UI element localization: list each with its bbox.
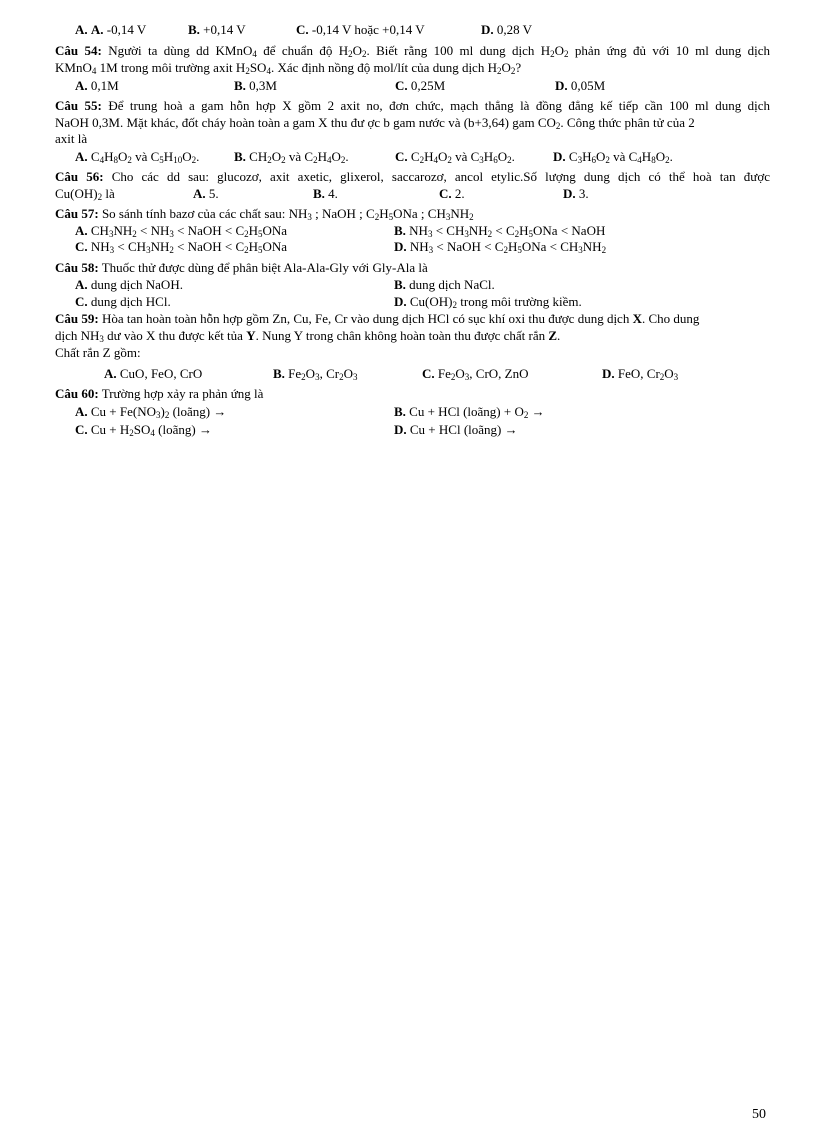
- q60-label: Câu 60:: [55, 386, 99, 401]
- q56-stem-line1: Câu 56: Cho các dd sau: glucozơ, axit axetic, glixerol, saccarozơ, ancol etylic.Số lượng dung dịch có thể hoà tan được: [55, 169, 770, 184]
- q60-option-c: C. $Cu + H_2SO_4$ (loãng) →: [75, 422, 212, 438]
- q54-label: Câu 54:: [55, 43, 102, 58]
- q59-stem-line1: Câu 59: Hòa tan hoàn toàn hỗn hợp gồm Zn, Cu, Fe, Cr vào dung dịch HCl có sục khí oxi thu được dung dịch X. Cho dung: [55, 311, 700, 326]
- q55-stem-line2: NaOH 0,3M. Mặt khác, đốt cháy hoàn toàn a gam X thu đư ợc b gam nước và (b+3,64) gam $CO_2$. Công thức phân tử của 2: [55, 115, 695, 131]
- q59-option-b: B. $Fe_2O_3$, $Cr_2O_3$: [273, 366, 358, 382]
- q59-stem-line3: Chất rắn Z gồm:: [55, 345, 141, 360]
- q58-option-c: C. dung dịch HCl.: [75, 294, 171, 309]
- q60-option-a: A. $Cu + Fe(NO_3)_2$ (loãng) →: [75, 404, 227, 420]
- q58-option-a: A. dung dịch NaOH.: [75, 277, 183, 292]
- q59-option-d: D. FeO, $Cr_2O_3$: [602, 366, 679, 382]
- q53-option-a: A. A. -0,14 V: [75, 22, 147, 37]
- q53-option-c: C. -0,14 V hoặc +0,14 V: [296, 22, 425, 37]
- q58-option-b: B. dung dịch NaCl.: [394, 277, 495, 292]
- q55-option-d: D. $C_3H_6O_2$ và $C_4H_8O_2$.: [553, 149, 673, 165]
- q54-stem-line1: Câu 54: Người ta dùng dd KMnO$_4$ để chuẩn độ $H_2O_2$. Biết rằng 100 ml dung dịch $H_2O_2$ phản ứng đủ với 10 ml dung dịch: [55, 43, 770, 59]
- q53-option-b: B. +0,14 V: [188, 22, 246, 37]
- q55-stem-line1: Câu 55: Để trung hoà a gam hỗn hợp X gồm 2 axit no, đơn chức, mạch thẳng là đồng đẳng kế tiếp cần 100 ml dung dịch: [55, 98, 770, 113]
- q55-stem-line3: axit là: [55, 131, 88, 146]
- q56-option-c: C. 2.: [439, 186, 465, 201]
- q56-option-a: A. 5.: [193, 186, 219, 201]
- q57-option-d: D. $NH_3$ < NaOH < $C_2H_5ONa < CH_3NH_2$: [394, 239, 607, 255]
- q56-option-d: D. 3.: [563, 186, 589, 201]
- q58-stem: Câu 58: Thuốc thử được dùng để phân biệt Ala-Ala-Gly với Gly-Ala là: [55, 260, 428, 275]
- page-number: 50: [752, 1107, 766, 1122]
- q54-option-c: C. 0,25M: [395, 78, 446, 93]
- q54-option-b: B. 0,3M: [234, 78, 277, 93]
- q59-label: Câu 59:: [55, 311, 99, 326]
- q53-option-d: D. 0,28 V: [481, 22, 533, 37]
- q55-option-a: A. $C_4H_8O_2$ và $C_5H_{10}O_2$.: [75, 149, 200, 165]
- q57-option-b: B. $NH_3 < CH_3NH_2 < C_2H_5ONa$ < NaOH: [394, 223, 606, 239]
- q56-option-b: B. 4.: [313, 186, 338, 201]
- q55-option-c: C. $C_2H_4O_2$ và $C_3H_6O_2$.: [395, 149, 515, 165]
- q54-stem-line2: KMnO$_4$ 1M trong môi trường axit $H_2SO_4$. Xác định nồng độ mol/lít của dung dịch $H_2O_2$?: [55, 60, 522, 76]
- q60-stem: Câu 60: Trường hợp xảy ra phản ứng là: [55, 386, 264, 401]
- q59-stem-line2: dịch $NH_3$ dư vào X thu được kết tủa Y. Nung Y trong chân không hoàn toàn thu được chất rắn Z.: [55, 328, 561, 344]
- q56-label: Câu 56:: [55, 169, 104, 184]
- q54-option-a: A. 0,1M: [75, 78, 119, 93]
- q59-option-a: A. CuO, FeO, CrO: [104, 366, 203, 381]
- q57-label: Câu 57:: [55, 206, 99, 221]
- q54-option-d: D. 0,05M: [555, 78, 606, 93]
- q55-label: Câu 55:: [55, 98, 102, 113]
- q58-option-d: D. $Cu(OH)_2$ trong môi trường kiềm.: [394, 294, 582, 310]
- q58-label: Câu 58:: [55, 260, 99, 275]
- q59-option-c: C. $Fe_2O_3$, CrO, ZnO: [422, 366, 529, 382]
- q55-option-b: B. $CH_2O_2$ và $C_2H_4O_2$.: [234, 149, 349, 165]
- q56-stem-line2: $Cu(OH)_2$ là: [55, 186, 115, 202]
- q60-option-b: B. Cu + HCl (loãng) + $O_2$ →: [394, 404, 545, 420]
- q60-option-d: D. Cu + HCl (loãng) →: [394, 422, 518, 437]
- q57-stem: Câu 57: So sánh tính bazơ của các chất sau: $NH_3$ ; NaOH ; $C_2H_5ONa$ ; $CH_3NH_2$: [55, 206, 474, 222]
- q57-option-c: C. $NH_3 < CH_3NH_2$ < NaOH < $C_2H_5ONa$: [75, 239, 288, 255]
- q57-option-a: A. $CH_3NH_2 < NH_3$ < NaOH < $C_2H_5ONa$: [75, 223, 288, 239]
